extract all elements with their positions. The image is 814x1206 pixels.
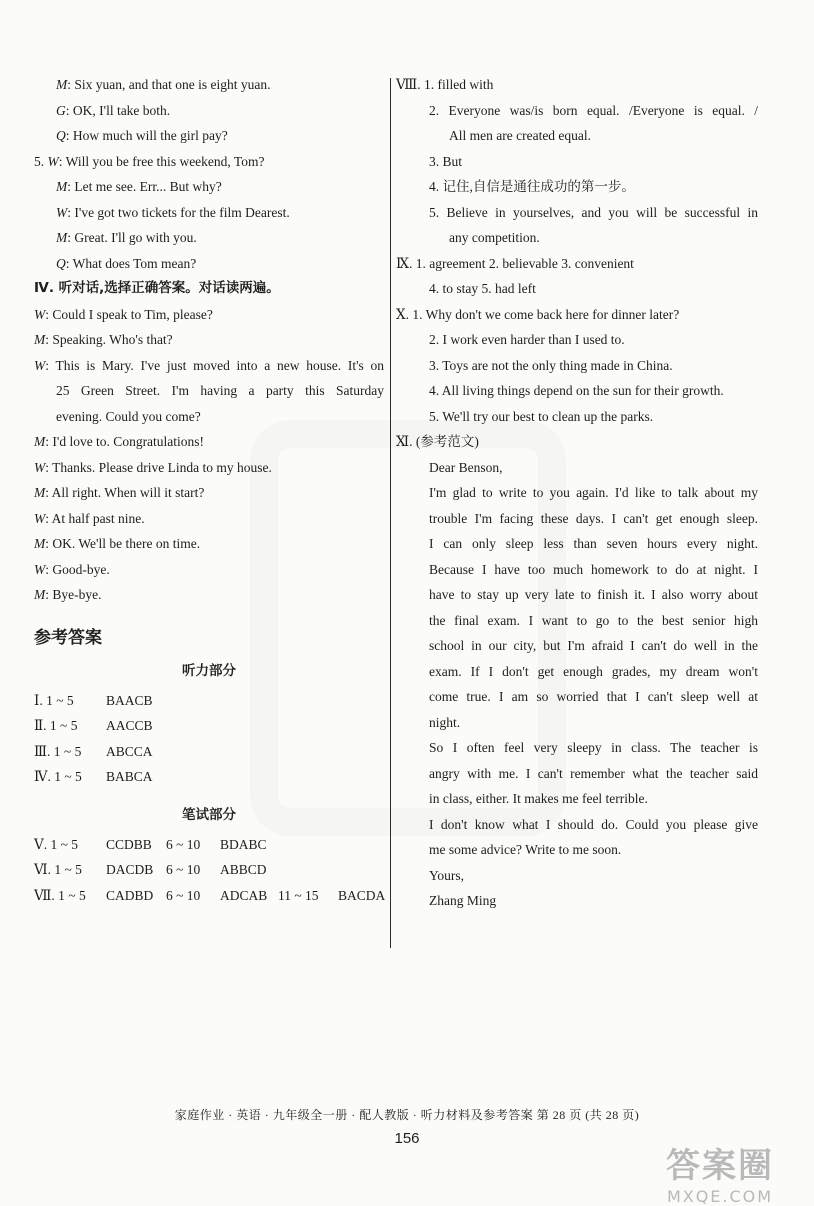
dialogue-line xyxy=(34,123,384,149)
answers-title: 参考答案 xyxy=(34,627,102,648)
answer-cell: CCDBB xyxy=(106,836,152,852)
speaker-label: W xyxy=(34,561,46,577)
answer-cell: DACDB xyxy=(106,862,154,877)
answer-line: come true. I am so worried that I can't sleep well at xyxy=(429,689,758,704)
answer-key: BAACB xyxy=(106,692,153,708)
answer-line: Ⅺ. (参考范文) xyxy=(396,434,479,449)
speaker-colon: : xyxy=(67,77,75,92)
dialogue-text: I've got two tickets for the film Dearest. xyxy=(74,204,290,220)
answer-line: any competition. xyxy=(449,230,540,245)
answer-row xyxy=(34,713,384,739)
speaker-label: W xyxy=(34,459,46,475)
dialogue-line xyxy=(34,557,384,583)
answer-key: AACCB xyxy=(106,718,153,733)
speaker-label: W xyxy=(34,510,46,526)
speaker-label: W xyxy=(56,204,68,220)
dialogue-part-2 xyxy=(34,302,384,608)
speaker-colon: : xyxy=(45,536,53,551)
dialogue-text: OK. We'll be there on time. xyxy=(52,536,201,551)
answer-line: night. xyxy=(429,714,461,730)
answer-line: Because I have too much homework to do at night. I xyxy=(429,561,758,577)
dialogue-line xyxy=(34,378,384,404)
speaker-colon: : xyxy=(45,332,53,347)
answer-range: Ⅰ. 1 ~ 5 xyxy=(34,692,74,708)
watermark-logo xyxy=(666,1138,774,1206)
dialogue-line xyxy=(34,404,384,430)
answer-cell: Ⅴ. 1 ~ 5 xyxy=(34,836,79,852)
answer-row xyxy=(34,857,384,883)
dialogue-line xyxy=(34,480,384,506)
answer-line: 3. But xyxy=(429,153,463,169)
speaker-colon: : xyxy=(45,485,52,500)
speaker-colon: : xyxy=(45,459,53,475)
answer-line: angry with me. I can't remember what the teacher said xyxy=(429,765,758,781)
column-divider xyxy=(390,78,391,948)
speaker-colon: : xyxy=(45,510,52,526)
dialogue-text: At half past nine. xyxy=(51,510,145,526)
answer-line: 2. I work even harder than I used to. xyxy=(429,332,625,347)
answer-cell: 6 ~ 10 xyxy=(166,862,201,877)
speaker-label: M xyxy=(34,485,46,500)
answer-line: 4. 记住,自信是通往成功的第一步。 xyxy=(429,179,635,194)
speaker-colon: : xyxy=(45,561,53,577)
speaker-label: W xyxy=(34,306,46,322)
speaker-colon: : xyxy=(45,357,56,373)
speaker-colon: : xyxy=(45,587,53,602)
answer-line: have to stay up very late to finish it. I also worry about xyxy=(429,587,758,602)
answer-cell: 6 ~ 10 xyxy=(166,887,201,903)
answer-line: Yours, xyxy=(429,867,465,883)
dialogue-line xyxy=(34,429,384,455)
answer-cell: BACDA xyxy=(338,887,386,903)
dialogue-line xyxy=(34,174,384,200)
dialogue-line xyxy=(34,225,384,251)
speaker-label: Q xyxy=(56,128,66,143)
section-iv-heading: Ⅳ. 听对话,选择正确答案。对话读两遍。 xyxy=(34,280,280,296)
dialogue-text: 25 Green Street. I'm having a party this Saturday xyxy=(56,383,384,398)
speaker-colon: : xyxy=(58,153,66,169)
watermark-url: MXQE.COM xyxy=(666,1187,774,1206)
dialogue-text: evening. Could you come? xyxy=(56,408,201,424)
dialogue-line xyxy=(34,455,384,481)
answer-range: Ⅳ. 1 ~ 5 xyxy=(34,769,82,784)
speaker-label: M xyxy=(34,587,46,602)
answer-line: All men are created equal. xyxy=(449,128,592,143)
left-column xyxy=(34,72,384,908)
speaker-label: M xyxy=(34,332,46,347)
answer-line: 4. All living things depend on the sun for their growth. xyxy=(429,383,724,398)
answer-row xyxy=(34,688,384,714)
dialogue-line xyxy=(34,582,384,608)
answer-line: I can only sleep less than seven hours every night. xyxy=(429,536,758,551)
answer-line: trouble I'm facing these days. I can't get enough sleep. xyxy=(429,510,758,526)
answer-line: So I often feel very sleepy in class. The teacher is xyxy=(429,740,758,755)
answer-line: school in our city, but I'm afraid I can't do well in the xyxy=(429,638,758,653)
answer-key: BABCA xyxy=(106,769,153,784)
dialogue-text: This is Mary. I've just moved into a new house. It's on xyxy=(55,357,384,373)
answer-line: I'm glad to write to you again. I'd like to talk about my xyxy=(429,485,758,500)
page-number: 156 xyxy=(394,1130,420,1147)
answer-cell: ABBCD xyxy=(220,862,267,877)
answer-cell: CADBD xyxy=(106,887,154,903)
listening-part-title: 听力部分 xyxy=(182,662,236,679)
speaker-label: M xyxy=(34,434,46,449)
dialogue-line xyxy=(34,149,384,175)
dialogue-text: Six yuan, and that one is eight yuan. xyxy=(74,77,271,92)
answer-cell: Ⅵ. 1 ~ 5 xyxy=(34,862,82,877)
dialogue-text: OK, I'll take both. xyxy=(72,102,171,118)
dialogue-text: How much will the girl pay? xyxy=(72,128,228,143)
answer-row xyxy=(34,883,384,909)
right-column xyxy=(396,72,758,914)
answer-cell: BDABC xyxy=(220,836,267,852)
answer-line: Dear Benson, xyxy=(429,459,503,475)
dialogue-part-1 xyxy=(34,72,384,276)
speaker-colon: : xyxy=(65,255,73,271)
speaker-colon: : xyxy=(45,434,53,449)
answer-line: Ⅹ. 1. Why don't we come back here for dinner later? xyxy=(396,306,680,322)
answer-line: me some advice? Write to me soon. xyxy=(429,842,622,857)
dialogue-text: Good-bye. xyxy=(52,561,110,577)
item-number: 5. xyxy=(34,153,48,169)
dialogue-line xyxy=(34,251,384,277)
speaker-colon: : xyxy=(67,230,75,245)
speaker-colon: : xyxy=(67,204,75,220)
answer-row xyxy=(34,739,384,765)
speaker-colon: : xyxy=(45,306,53,322)
answer-line: 4. to stay 5. had left xyxy=(429,281,536,296)
answer-line: 5. We'll try our best to clean up the parks. xyxy=(429,408,654,424)
dialogue-text: Bye-bye. xyxy=(52,587,102,602)
dialogue-text: I'd love to. Congratulations! xyxy=(52,434,205,449)
answer-line: Ⅷ. 1. filled with xyxy=(396,77,494,92)
speaker-label: M xyxy=(56,179,68,194)
answer-line: the final exam. I want to go to the best senior high xyxy=(429,612,758,628)
answer-cell: 11 ~ 15 xyxy=(278,887,319,903)
speaker-label: W xyxy=(34,357,46,373)
speaker-colon: : xyxy=(67,179,75,194)
answer-key: ABCCA xyxy=(106,743,153,759)
speaker-label: M xyxy=(56,230,68,245)
dialogue-text: What does Tom mean? xyxy=(72,255,197,271)
answer-row xyxy=(34,832,384,858)
answer-line: Zhang Ming xyxy=(429,893,497,908)
answer-line: 3. Toys are not the only thing made in China. xyxy=(429,357,673,373)
answer-row xyxy=(34,764,384,790)
answer-line: Ⅸ. 1. agreement 2. believable 3. convenient xyxy=(396,255,634,271)
answer-line: exam. If I don't get enough grades, my dream won't xyxy=(429,663,758,679)
dialogue-text: Speaking. Who's that? xyxy=(52,332,173,347)
speaker-label: G xyxy=(56,102,66,118)
dialogue-line xyxy=(34,98,384,124)
speaker-colon: : xyxy=(65,128,73,143)
dialogue-line xyxy=(34,531,384,557)
dialogue-line xyxy=(34,327,384,353)
speaker-colon: : xyxy=(65,102,73,118)
answer-range: Ⅲ. 1 ~ 5 xyxy=(34,743,82,759)
dialogue-text: Let me see. Err... But why? xyxy=(74,179,222,194)
answer-line: I don't know what I should do. Could you please give xyxy=(429,816,758,832)
answer-cell: Ⅶ. 1 ~ 5 xyxy=(34,887,86,903)
dialogue-text: Could I speak to Tim, please? xyxy=(52,306,213,322)
dialogue-text: Will you be free this weekend, Tom? xyxy=(65,153,265,169)
answer-line: 2. Everyone was/is born equal. /Everyone is equal. / xyxy=(429,102,758,118)
dialogue-text: Great. I'll go with you. xyxy=(74,230,197,245)
dialogue-line xyxy=(34,72,384,98)
written-answers xyxy=(34,832,384,909)
dialogue-text: Thanks. Please drive Linda to my house. xyxy=(52,459,272,475)
dialogue-line xyxy=(34,506,384,532)
page-footer: 家庭作业 · 英语 · 九年级全一册 · 配人教版 · 听力材料及参考答案 第 28 页 (共 28 页) xyxy=(174,1108,640,1122)
dialogue-text: All right. When will it start? xyxy=(51,485,205,500)
written-part-title: 笔试部分 xyxy=(182,806,236,823)
speaker-label: Q xyxy=(56,255,66,271)
speaker-label: W xyxy=(47,153,59,169)
listening-answers xyxy=(34,688,384,790)
answer-range: Ⅱ. 1 ~ 5 xyxy=(34,718,78,733)
dialogue-line xyxy=(34,353,384,379)
watermark-text: 答案圈 xyxy=(666,1146,774,1186)
dialogue-line xyxy=(34,302,384,328)
answer-line: 5. Believe in yourselves, and you will be successful in xyxy=(429,204,758,220)
speaker-label: M xyxy=(34,536,46,551)
speaker-label: M xyxy=(56,77,68,92)
answer-cell: ADCAB xyxy=(220,887,268,903)
dialogue-line xyxy=(34,200,384,226)
answer-line: in class, either. It makes me feel terrible. xyxy=(429,791,648,806)
answer-cell: 6 ~ 10 xyxy=(166,836,201,852)
